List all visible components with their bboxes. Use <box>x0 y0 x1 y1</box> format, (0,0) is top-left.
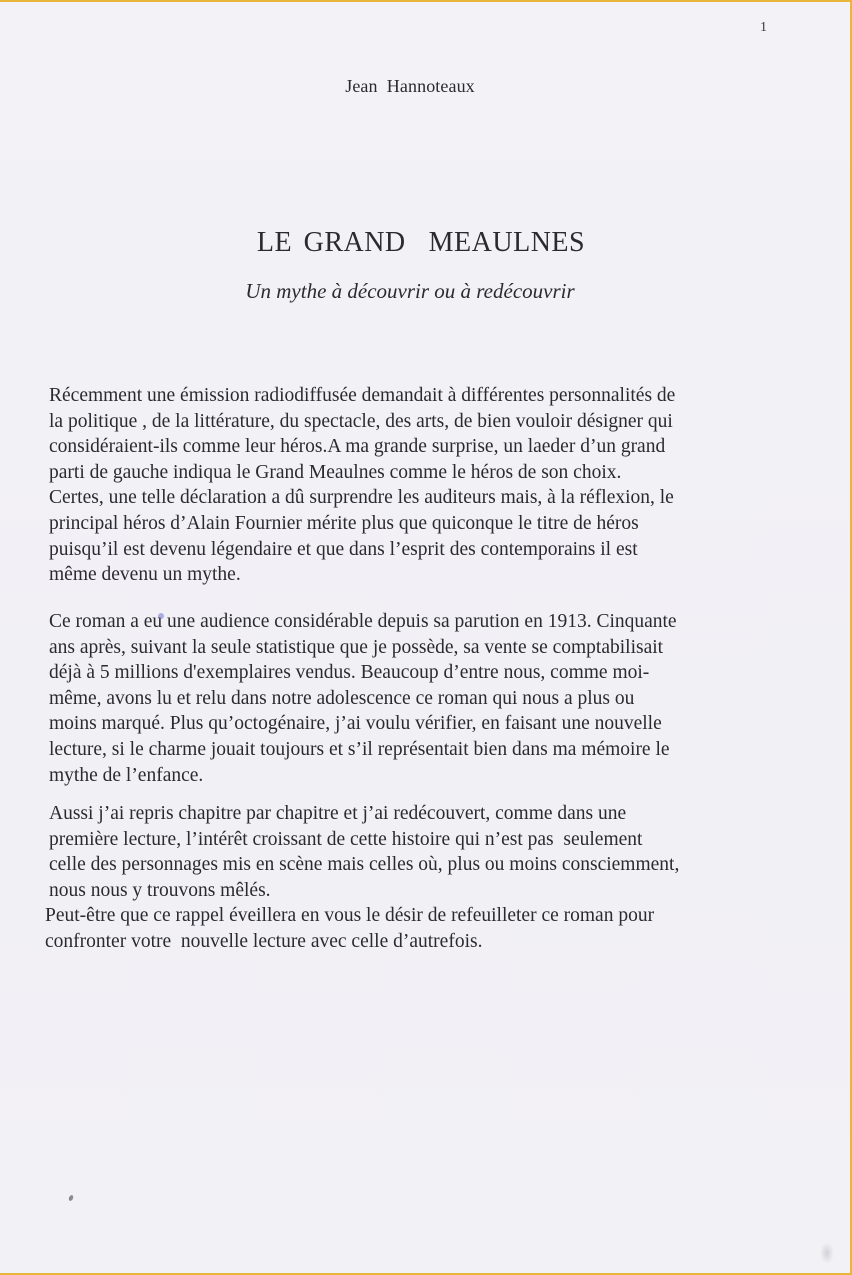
text-line: Ce roman a eu une audience considérable depuis sa parution en 1913. Cinquante <box>49 611 677 632</box>
text-line: celle des personnages mis en scène mais celles où, plus ou moins consciemment, <box>49 854 680 876</box>
paper-speck <box>68 1194 74 1201</box>
paragraph-4 <box>45 903 785 954</box>
paragraph-2 <box>49 609 789 788</box>
text-line: principal héros d’Alain Fournier mérite plus que quiconque le titre de héros <box>49 512 639 534</box>
text-line: parti de gauche indiqua le Grand Meaulnes comme le héros de son choix. <box>49 461 622 483</box>
text-line: Certes, une telle déclaration a dû surprendre les auditeurs mais, à la réflexion, le <box>49 487 674 509</box>
document-title: LE GRAND MEAULNES <box>256 227 586 258</box>
text-line: Peut-être que ce rappel éveillera en vous le désir de refeuilleter ce roman pour <box>45 905 655 926</box>
text-line: même devenu un mythe. <box>49 564 241 586</box>
text-line: Récemment une émission radiodiffusée demandait à différentes personnalités de <box>49 385 676 406</box>
text-line: la politique , de la littérature, du spectacle, des arts, de bien vouloir désigner qui <box>49 410 673 432</box>
text-line: nous nous y trouvons mêlés. <box>49 879 271 901</box>
text-line: lecture, si le charme jouait toujours et s’il représentait bien dans ma mémoire le <box>49 738 670 760</box>
page-number: 1 <box>760 20 767 35</box>
ink-mark <box>158 613 164 619</box>
paper-smudge <box>820 1242 834 1264</box>
text-line: ans après, suivant la seule statistique que je possède, sa vente se comptabilisait <box>49 636 664 658</box>
document-subtitle: Un mythe à découvrir ou à redécouvrir <box>245 279 575 303</box>
text-line: considéraient-ils comme leur héros.A ma grande surprise, un laeder d’un grand <box>49 436 666 458</box>
text-line: première lecture, l’intérêt croissant de cette histoire qui n’est pas seulement <box>49 828 643 850</box>
text-line: confronter votre nouvelle lecture avec celle d’autrefois. <box>45 930 483 952</box>
paragraph-1 <box>49 383 789 588</box>
text-line: déjà à 5 millions d'exemplaires vendus. Beaucoup d’entre nous, comme moi- <box>49 662 650 684</box>
paragraph-3 <box>49 801 789 903</box>
text-line: Aussi j’ai repris chapitre par chapitre et j’ai redécouvert, comme dans une <box>49 803 627 824</box>
text-line: mythe de l’enfance. <box>49 764 204 786</box>
author-name: Jean Hannoteaux <box>345 76 475 96</box>
text-line: même, avons lu et relu dans notre adolescence ce roman qui nous a plus ou <box>49 687 635 709</box>
text-line: moins marqué. Plus qu’octogénaire, j’ai voulu vérifier, en faisant une nouvelle <box>49 713 662 735</box>
text-line: puisqu’il est devenu légendaire et que dans l’esprit des contemporains il est <box>49 538 638 560</box>
